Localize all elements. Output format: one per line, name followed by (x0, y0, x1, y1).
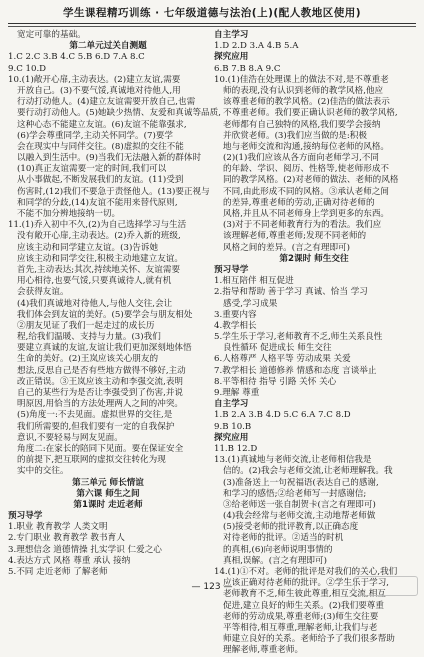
page-number: — 123 — (191, 582, 233, 592)
text-line: 应该正确对待老师的批评。②学生乐于学习, (223, 578, 390, 589)
subsection-heading: 自主学习 (214, 30, 249, 40)
text-line: 2.指导和帮助 善于学习 真诚、恰当 学习 (214, 287, 368, 298)
text-line: 这种心态不能建立友谊。(6)友谊不能靠强求, (17, 119, 187, 130)
text-line: 9.C 10.D (8, 63, 47, 74)
text-line: 开放自己。(3)不要气馁,真诚地对待他人,用 (17, 85, 181, 96)
text-line: 1.D 2.D 3.A 4.B 5.A (214, 41, 299, 52)
text-line: ②朋友见证了我们一起走过的成长历 (17, 320, 155, 331)
text-line: 和同学的分歧,(14)友谊不能用来替代原则, (17, 197, 178, 208)
text-line: 10.(1)敞开心扉,主动表达。(2)建立友谊,需要 (8, 74, 181, 85)
text-line: 不能不加分辨地接纳一切。 (17, 209, 121, 219)
text-line: 老师教育不乏,师生彼此尊重,相互交流,相互 (223, 589, 386, 600)
text-line: 不尊重老师。我们要正确认识老师的教学风格, (223, 108, 398, 119)
text-line: 良性循环 促进成长 师生交往 (223, 343, 332, 354)
text-line: 首先,主动表达;其次,持续地关怀、友谊需要 (17, 264, 181, 275)
text-line: 1.职业 教育教学 人类文明 (8, 522, 108, 533)
text-line: 的差异,尊重老师的劳动,正确对待老师的 (223, 197, 375, 208)
header-rule (8, 23, 416, 24)
text-line: 4.表达方式 风格 尊重 承认 接纳 (8, 555, 131, 566)
text-line: 程,给我们温暖、支持与力量。(3)我们 (17, 332, 161, 343)
text-line: 4.教学相长 (214, 320, 257, 331)
section-heading: 第三单元 师长情谊 (72, 477, 144, 488)
text-line: 9.B 10.B (214, 421, 252, 432)
text-line: 地与老师交流和沟通,接纳每位老师的风格。 (223, 141, 390, 152)
page-header: 学生课程精巧训练 · 七年级道德与法治(上)(配人教地区使用) (63, 7, 361, 19)
subsection-heading: 自主学习 (214, 399, 249, 410)
text-line: 想法,反思自己是否有些地方做得不够好,主动 (17, 365, 186, 376)
text-line: 6.人格尊严 人格平等 劳动成果 关爱 (214, 354, 351, 365)
text-line: 风格,并且从不同老师身上学到更多的东西。 (223, 209, 390, 219)
text-line: (4)我会经常与老师交流,主动地帮老师做 (223, 511, 376, 522)
text-line: 5.学生乐于学习,老师教育不乏,师生关系良性 (214, 332, 383, 343)
text-line: 7.教学相长 道德修养 情感和态度 言谈举止 (214, 365, 377, 376)
text-line: 意识,不要轻易与网友见面。 (17, 432, 123, 443)
text-line: (4)我们真诚地对待他人,与他人交往,会让 (17, 298, 173, 309)
text-line: 自己的某些行为是否让李强受到了伤害,并说 (17, 388, 184, 398)
text-line: 该理解老师,尊重老师;发现不同老师的 (223, 231, 367, 242)
text-line: 1.B 2.A 3.B 4.D 5.C 6.A 7.C 8.D (214, 410, 351, 421)
text-line: (10)真正友谊需要一定的时间,我们可以 (17, 164, 167, 175)
watermark-stamp-icon (354, 576, 418, 596)
header-rule-thin (8, 26, 416, 27)
text-line: (5)角度一:不去见面。虚拟世界的交往,是 (17, 410, 173, 421)
section-heading: 第六课 师生之间 (76, 488, 140, 499)
text-line: 的前提下,把互联网的虚拟交往转化为现 (17, 455, 166, 466)
text-line: 伤害时,(12)我们不要急于责怪他人。(13)要正视与 (17, 186, 210, 197)
text-line: (2)(1)我们应该从各方面向老师学习,不同 (223, 153, 379, 164)
text-line: 应该主动和同学交往,积极主动地建立友谊。 (17, 253, 184, 264)
text-line: 13.(1)真诚地与老师交流,让老师相信我是 (214, 455, 372, 466)
subsection-heading: 探究应用 (214, 52, 249, 63)
text-line: 老师的劳动成果,尊重老师;(3)师生交往要 (223, 611, 379, 622)
text-line: 对待老师的批评。②适当的时机 (223, 533, 344, 544)
text-line: 14.(1)①不对。老师的批评是对我们的关心,我们 (214, 567, 398, 577)
right-column (214, 30, 414, 656)
text-line: 要行动打动他人。(5)她缺少热情、友爱和真诚等品质, (17, 108, 221, 119)
text-line: (3)对于不同老师教育行为的看法。我们应 (223, 220, 382, 231)
section-heading: 第二单元过关自测题 (69, 41, 147, 52)
text-line: 10.(1)佳浩在处理课上的做法不对,是不尊重老 (214, 74, 389, 85)
text-line: 理解老师,尊重老师。 (223, 645, 304, 656)
text-line: 以融入到生活中。(9)当我们无法融入新的群体时 (17, 153, 202, 164)
text-line: 宽定可靠的基础。 (17, 30, 86, 40)
text-line: 风格之间的差异。(言之有理即可) (223, 242, 351, 253)
text-line: (5)接受老师的批评教育,以正确态度 (223, 522, 359, 533)
text-line: 师建立良好的关系。老师给予了我们很多帮助 (223, 634, 395, 645)
subsection-heading: 探究应用 (214, 432, 249, 443)
text-line: 没有敞开心扉,主动表达。(2)乔入新的班级, (17, 231, 181, 242)
text-line: 生命的美好。(2)王岚应该关心朋友的 (17, 354, 159, 365)
text-line: 该尊重老师的教学风格。(2)佳浩的做法表示 (223, 97, 390, 108)
text-line: 会在现实中与同伴交往。(8)虚拟的交往不能 (17, 141, 184, 152)
text-line: 改正错误。③王岚应该主动和李强交流,表明 (17, 376, 184, 387)
text-line: 应该主动和同学建立友谊。(3)告诉她 (17, 242, 159, 253)
text-line: 5.不同 走近老师 了解老师 (8, 567, 108, 577)
left-column (8, 30, 221, 578)
text-line: 角度二:在家长的陪同下见面。要在保证安全 (17, 443, 184, 454)
text-line: 信的。(2)我会与老师交流,让老师理解我。我 (223, 466, 393, 477)
text-line: 同的教学风格。(2)对老师的做法、老师的风格 (223, 175, 399, 186)
text-line: 9.理解 尊重 (214, 388, 260, 398)
section-heading: 第2课时 师生交往 (279, 253, 349, 264)
text-line: 平等相待,相互尊重,理解老师,让我们与老 (223, 622, 378, 633)
text-line: 8.平等相待 指导 引路 关怀 关心 (214, 376, 337, 387)
text-line: 并欣赏老师。(3)我们应当做的是:积极 (223, 130, 367, 141)
text-line: 3.理想信念 道德情操 扎实学识 仁爱之心 (8, 544, 162, 555)
text-line: ③给老师送一张自制贺卡(言之有理即可) (223, 499, 376, 510)
text-line: 1.相互陪伴 相互促进 (214, 276, 294, 287)
text-line: 3.重要内容 (214, 309, 257, 320)
text-line: 真相,误解。(言之有理即可) (223, 555, 327, 566)
section-heading: 第1课时 走近老师 (73, 499, 143, 510)
text-line: 要建立真诚的友谊,友谊让我们更加深刻地体悟 (17, 343, 192, 354)
text-line: 用心相待,也要气馁,只要真诚待人,就有机 (17, 276, 172, 287)
text-line: 老师都有自己独特的风格,我们要学会接纳 (223, 119, 381, 130)
text-line: 1.C 2.C 3.B 4.C 5.B 6.D 7.A 8.C (8, 52, 145, 63)
text-line: 行动打动他人。(4)建立友谊需要开放自己,也需 (17, 97, 196, 108)
text-line: 从小事做起,不断发展我们的友谊。(11)受到 (17, 175, 184, 186)
text-line: 和学习的感悟;②给老师写一封感谢信; (223, 488, 367, 499)
subsection-heading: 预习导学 (8, 511, 43, 522)
text-line: 会获得友谊。 (17, 287, 69, 298)
text-line: 我们体会到友谊的美好。(5)要学会与朋友相处 (17, 309, 193, 320)
text-line: 我们所需要的,但我们要有一定的自我保护 (17, 421, 175, 432)
text-line: 不同,由此形成不同的风格。③承认老师之间 (223, 186, 390, 197)
text-line: (3)准备送上一句祝福语(表达自己的感谢, (223, 477, 379, 488)
text-line: 明原因,用恰当的方法处理两人之间的冲突。 (17, 399, 184, 410)
text-line: 6.B 7.B 8.A 9.C (214, 63, 281, 74)
text-line: (6)学会尊重同学,主动关怀同学。(7)要学 (17, 130, 173, 141)
text-line: 11.(1)乔入初中不久,(2)为自己选择学习与生活 (8, 220, 187, 231)
text-line: 感受,学习成果 (223, 298, 278, 309)
text-line: 促进,建立良好的师生关系。(2)我们要尊重 (223, 600, 384, 611)
text-line: 的真相,(6)向老师说明事情的 (223, 544, 333, 555)
text-line: 2.专门职业 教育教学 教书育人 (8, 533, 125, 544)
subsection-heading: 预习导学 (214, 264, 249, 275)
text-line: 的年龄、学识、阅历、性格等,使老师形成不 (223, 164, 390, 175)
text-line: 实中的交往。 (17, 466, 69, 477)
text-line: 师的表现,没有认识到老师的教学风格,他应 (223, 85, 384, 96)
text-line: 11.B 12.D (214, 443, 258, 454)
